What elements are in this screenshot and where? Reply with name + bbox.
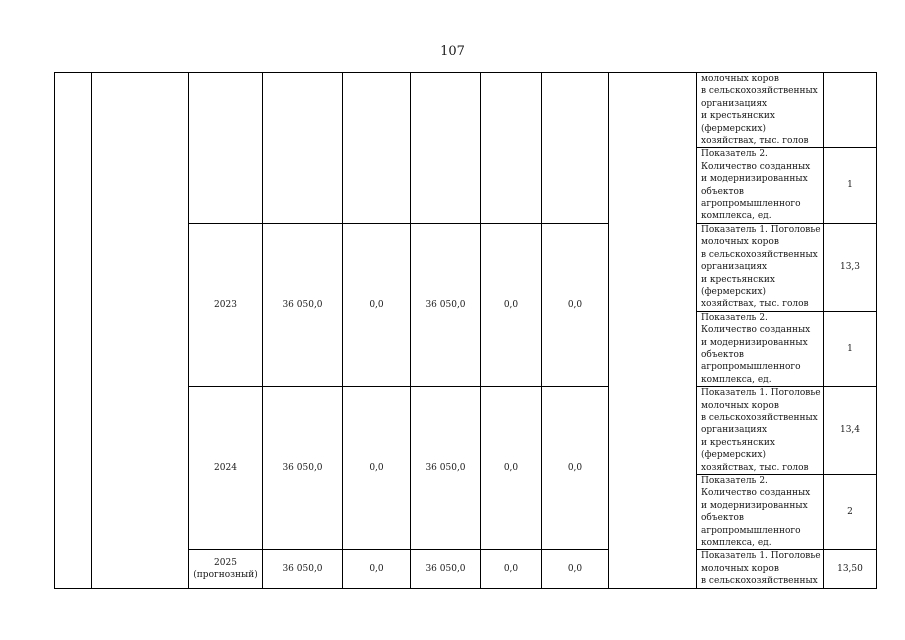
event-name-cell [92, 73, 189, 589]
funding-other-cell: 0,0 [542, 223, 609, 386]
indicator-cell: Показатель 2. Количество созданных и модернизированных объектов агропромышленного комплекса, ед. [697, 148, 824, 223]
year-cell: 2024 [189, 387, 263, 550]
table-row [55, 73, 877, 148]
funding-local-cell [481, 73, 542, 224]
funding-total-cell: 36 050,0 [263, 387, 343, 550]
indicator-value-cell: 2 [824, 475, 877, 550]
funding-federal-cell: 0,0 [343, 550, 411, 588]
page-number: 107 [440, 44, 465, 59]
funding-regional-cell: 36 050,0 [411, 223, 481, 386]
indicator-value-cell: 13,50 [824, 550, 877, 588]
funding-federal-cell: 0,0 [343, 387, 411, 550]
funding-total-cell [263, 73, 343, 224]
funding-total-cell: 36 050,0 [263, 550, 343, 588]
funding-federal-cell: 0,0 [343, 223, 411, 386]
funding-local-cell: 0,0 [481, 387, 542, 550]
funding-regional-cell: 36 050,0 [411, 387, 481, 550]
year-cell [189, 73, 263, 224]
program-table [54, 72, 877, 589]
funding-local-cell: 0,0 [481, 223, 542, 386]
funding-total-cell: 36 050,0 [263, 223, 343, 386]
indicator-cell: Показатель 1. Поголовье молочных коров в сельскохозяйственных [697, 550, 824, 588]
indicator-value-cell: 1 [824, 148, 877, 223]
indicator-value-cell: 1 [824, 311, 877, 386]
funding-other-cell [542, 73, 609, 224]
number-cell [55, 73, 92, 589]
indicator-cell: Показатель 2. Количество созданных и модернизированных объектов агропромышленного комплекса, ед. [697, 475, 824, 550]
funding-other-cell: 0,0 [542, 550, 609, 588]
funding-regional-cell [411, 73, 481, 224]
funding-regional-cell: 36 050,0 [411, 550, 481, 588]
funding-local-cell: 0,0 [481, 550, 542, 588]
year-cell: 2023 [189, 223, 263, 386]
indicator-cell: Показатель 2. Количество созданных и модернизированных объектов агропромышленного комплекса, ед. [697, 311, 824, 386]
indicator-cell: Показатель 1. Поголовье молочных коров в сельскохозяйственных организациях и крестьянских (фермерских) хозяйствах, тыс. голов [697, 387, 824, 475]
funding-federal-cell [343, 73, 411, 224]
indicator-cell: Показатель 1. Поголовье молочных коров в сельскохозяйственных организациях и крестьянских (фермерских) хозяйствах, тыс. голов [697, 223, 824, 311]
year-cell: 2025 (прогнозный) [189, 550, 263, 588]
indicator-value-cell: 13,4 [824, 387, 877, 475]
executor-cell [609, 73, 697, 589]
indicator-cell: молочных коров в сельскохозяйственных организациях и крестьянских (фермерских) хозяйствах, тыс. голов [697, 73, 824, 148]
indicator-value-cell [824, 73, 877, 148]
funding-other-cell: 0,0 [542, 387, 609, 550]
indicator-value-cell: 13,3 [824, 223, 877, 311]
